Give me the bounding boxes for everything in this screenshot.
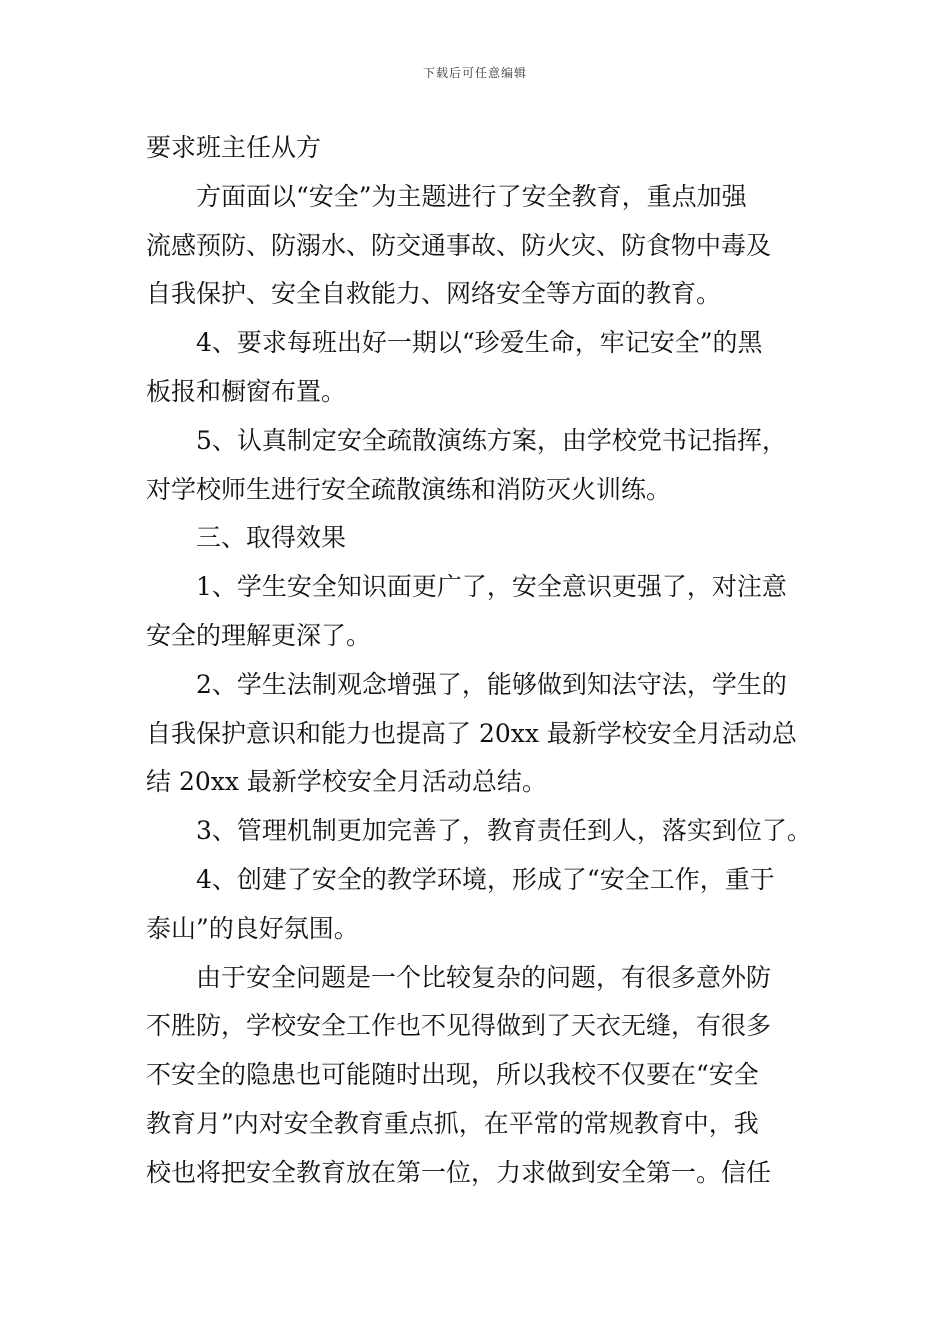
text-line: 不安全的隐患也可能随时出现，所以我校不仅要在“安全 — [146, 1060, 759, 1090]
text-line: 泰山”的良好氛围。 — [146, 913, 359, 943]
text-line: 教育月”内对安全教育重点抓，在平常的常规教育中，我 — [146, 1108, 759, 1138]
text-line: 要求班主任从方 — [146, 133, 322, 162]
text-line: 3、管理机制更加完善了，教育责任到人，落实到位了。 — [196, 816, 812, 846]
text-line: 方面面以“安全”为主题进行了安全教育，重点加强 — [196, 181, 747, 211]
text-line: 5、认真制定安全疏散演练方案，由学校党书记指挥， — [196, 425, 787, 455]
text-line: 板报和橱窗布置。 — [146, 376, 347, 406]
text-line: 自我保护、安全自救能力、网络安全等方面的教育。 — [146, 279, 722, 309]
text-line: 4、要求每班出好一期以“珍爱生命，牢记安全”的黑 — [196, 328, 763, 358]
text-line: 2、学生法制观念增强了，能够做到知法守法，学生的 — [196, 669, 787, 699]
document-body — [146, 124, 812, 1198]
text-line: 对学校师生进行安全疏散演练和消防灭火训练。 — [146, 474, 672, 504]
text-line: 校也将把安全教育放在第一位，力求做到安全第一。信任 — [146, 1157, 772, 1187]
text-line: 不胜防，学校安全工作也不见得做到了天衣无缝，有很多 — [146, 1011, 772, 1041]
page-header: 下载后可任意编辑 — [422, 66, 527, 80]
text-line: 4、创建了安全的教学环境，形成了“安全工作，重于 — [196, 864, 775, 894]
section-heading: 三、取得效果 — [196, 523, 347, 553]
text-line: 流感预防、防溺水、防交通事故、防火灾、防食物中毒及 — [146, 230, 772, 260]
text-line: 由于安全问题是一个比较复杂的问题，有很多意外防 — [196, 962, 772, 992]
text-line: 安全的理解更深了。 — [146, 620, 372, 650]
text-line: 结 20xx 最新学校安全月活动总结。 — [146, 767, 547, 797]
text-line: 自我保护意识和能力也提高了 20xx 最新学校安全月活动总 — [146, 718, 797, 748]
text-line: 1、学生安全知识面更广了，安全意识更强了，对注意 — [196, 572, 787, 602]
